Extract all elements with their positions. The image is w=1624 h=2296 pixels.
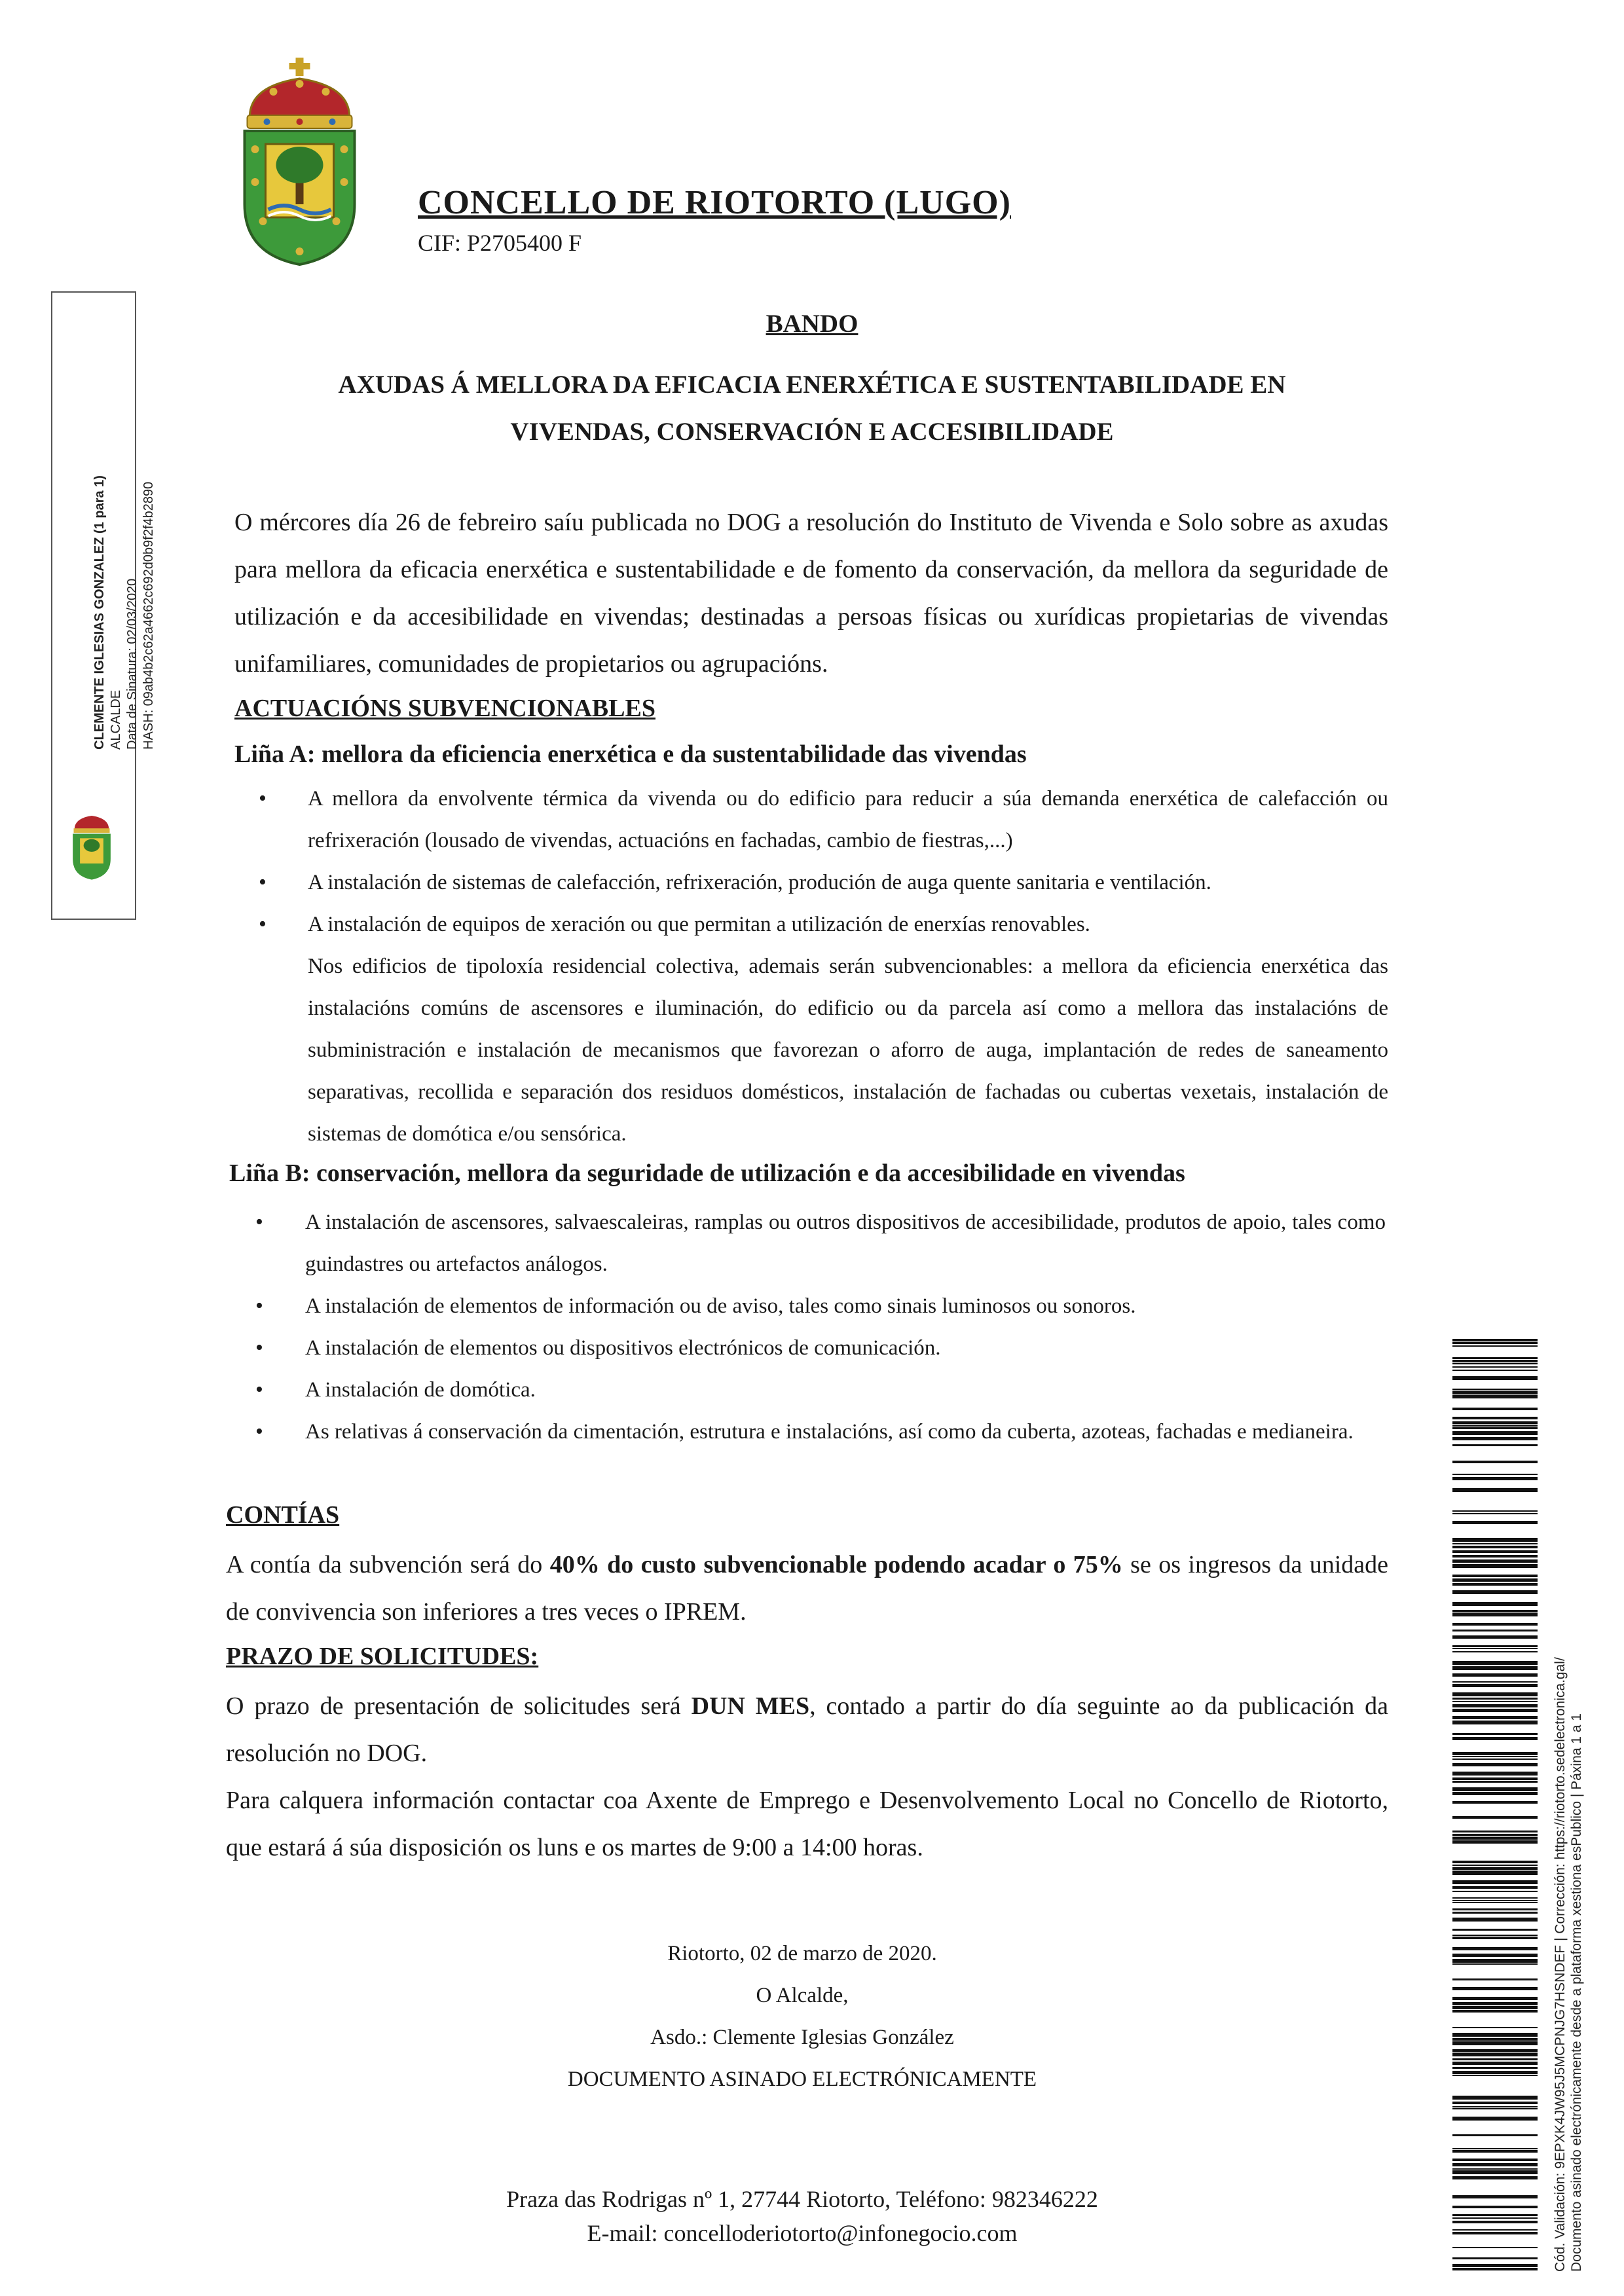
- barcode-bar: [1452, 1978, 1538, 1980]
- place-date: Riotorto, 02 de marzo de 2020.: [667, 1942, 937, 1965]
- linea-a-item-3: A instalación de equipos de xeración ou que permitan a utilización de enerxías renovables.: [308, 913, 1090, 936]
- contias-paragraph: [226, 1541, 1388, 1635]
- barcode-bar: [1452, 2106, 1538, 2107]
- barcode-bar: [1452, 2033, 1538, 2037]
- closing-signer: Asdo.: Clemente Iglesias González: [650, 2026, 954, 2049]
- electronic-signature-note: DOCUMENTO ASINADO ELECTRÓNICAMENTE: [567, 2068, 1037, 2091]
- barcode-bar: [1452, 1583, 1538, 1586]
- barcode-bar: [1452, 1339, 1538, 1341]
- barcode-bar: [1452, 1716, 1538, 1719]
- barcode-bar: [1452, 2041, 1538, 2045]
- barcode-bar: [1452, 1345, 1538, 1347]
- barcode-bar: [1452, 1555, 1538, 1558]
- prazo-heading: PRAZO DE SOLICITUDES:: [226, 1643, 539, 1670]
- barcode-bar: [1452, 1521, 1538, 1524]
- signature-role: ALCALDE: [109, 689, 123, 750]
- linea-b-item-5: As relativas á conservación da cimentación, estrutura e instalacións, así como da cuberta, azoteas, fachadas e medianeira.: [305, 1420, 1354, 1444]
- barcode-bar: [1452, 1550, 1538, 1553]
- barcode-bar: [1452, 1947, 1538, 1950]
- barcode-bar: [1452, 1610, 1538, 1612]
- subject-title-line-1: AXUDAS Á MELLORA DA EFICACIA ENERXÉTICA E SUSTENTABILIDADE EN: [338, 371, 1286, 399]
- barcode-bar: [1452, 1538, 1538, 1542]
- barcode-bar: [1452, 2264, 1538, 2267]
- barcode-bar: [1452, 1427, 1538, 1429]
- barcode-bar: [1452, 1437, 1538, 1440]
- barcode-bar: [1452, 2148, 1538, 2149]
- barcode-bar: [1452, 1897, 1538, 1899]
- barcode-bar: [1452, 1701, 1538, 1702]
- barcode-bar: [1452, 1886, 1538, 1889]
- contias-heading: CONTÍAS: [226, 1501, 340, 1529]
- barcode-bar: [1452, 1698, 1538, 1700]
- barcode-bar: [1452, 2096, 1538, 2100]
- barcode-bar: [1452, 2002, 1538, 2005]
- barcode-bar: [1452, 1673, 1538, 1677]
- barcode-bar: [1452, 1510, 1538, 1512]
- info-paragraph: Para calquera información contactar coa Axente de Emprego e Desenvolvemento Local no Concello de Riotorto, que estará á súa disposición os luns e os martes de 9:00 a 14:00 horas.: [226, 1787, 1388, 1861]
- organization-name: CONCELLO DE RIOTORTO (LUGO): [418, 184, 1011, 221]
- barcode-bar: [1452, 1816, 1538, 1819]
- prazo-text-start: O prazo de presentación de solicitudes será: [226, 1692, 692, 1720]
- barcode-bar: [1452, 1787, 1538, 1791]
- barcode-bar: [1452, 2257, 1538, 2259]
- closing-role: O Alcalde,: [756, 1984, 849, 2007]
- barcode-bar: [1452, 2067, 1538, 2069]
- barcode-bar: [1452, 1366, 1538, 1368]
- barcode-bar: [1452, 2117, 1538, 2121]
- barcode-bar: [1452, 1342, 1538, 1344]
- barcode-bar: [1452, 1444, 1538, 1446]
- barcode-bar: [1452, 1648, 1538, 1649]
- barcode-bar: [1452, 1488, 1538, 1492]
- barcode-bar: [1452, 1792, 1538, 1795]
- barcode-bar: [1452, 1963, 1538, 1965]
- barcode-bar: [1452, 1623, 1538, 1626]
- barcode-bar: [1452, 1772, 1538, 1776]
- barcode-bar: [1452, 1861, 1538, 1863]
- barcode-bar: [1452, 1461, 1538, 1463]
- validation-barcode: [1452, 1339, 1538, 2275]
- linea-a-item-1: A mellora da envolvente térmica da vivenda ou do edificio para reducir a súa demanda enerxética de calefacción ou refrixeración (lousado de vivendas, actuacións en fachadas, cambio de fiestras,...): [308, 787, 1388, 852]
- linea-b-item-4: A instalación de domótica.: [305, 1378, 536, 1402]
- barcode-bar: [1452, 1737, 1538, 1740]
- linea-b-item-1: A instalación de ascensores, salvaescaleiras, ramplas ou outros dispositivos de accesibilidade, produtos de apoio, tales como guindastres ou artefactos análogos.: [305, 1211, 1386, 1276]
- barcode-bar: [1452, 2053, 1538, 2056]
- barcode-bar: [1452, 1908, 1538, 1910]
- barcode-bar: [1452, 1912, 1538, 1914]
- bullet-icon: •: [259, 786, 267, 811]
- barcode-bar: [1452, 1918, 1538, 1922]
- barcode-bar: [1452, 1758, 1538, 1760]
- contias-text-start: A contía da subvención será do: [226, 1551, 550, 1578]
- document-type-title: BANDO: [766, 310, 858, 338]
- barcode-bar: [1452, 1360, 1538, 1362]
- barcode-bar: [1452, 1902, 1538, 1903]
- barcode-bar: [1452, 1474, 1538, 1475]
- barcode-bar: [1452, 1477, 1538, 1480]
- organization-cif: CIF: P2705400 F: [418, 230, 582, 256]
- bullet-icon: •: [255, 1336, 263, 1360]
- barcode-bar: [1452, 2075, 1538, 2076]
- barcode-bar: [1452, 2214, 1538, 2216]
- signature-signer: CLEMENTE IGLESIAS GONZALEZ (1 para 1): [92, 475, 107, 750]
- barcode-bar: [1452, 2268, 1538, 2270]
- bullet-icon: •: [255, 1294, 263, 1318]
- actuacions-heading: ACTUACIÓNS SUBVENCIONABLES: [234, 695, 655, 722]
- barcode-bar: [1452, 1704, 1538, 1707]
- barcode-bar: [1452, 1645, 1538, 1647]
- barcode-bar: [1452, 1575, 1538, 1577]
- contias-amount: 40% do custo subvencionable podendo acadar o 75%: [549, 1551, 1123, 1578]
- barcode-bar: [1452, 2221, 1538, 2223]
- barcode-bar: [1452, 1421, 1538, 1424]
- barcode-bar: [1452, 2232, 1538, 2234]
- barcode-bar: [1452, 1840, 1538, 1844]
- barcode-bar: [1452, 1666, 1538, 1670]
- barcode-bar: [1452, 1871, 1538, 1875]
- barcode-bar: [1452, 1543, 1538, 1544]
- barcode-bar: [1452, 1865, 1538, 1866]
- intro-paragraph: O mércores día 26 de febreiro saíu publicada no DOG a resolución do Instituto de Vivenda e Solo sobre as axudas para mellora da eficacia enerxética e sustentabilidade e de fomento da conservación, da mellora da seguridade de utilización e da accesibilidade en vivendas; destinadas a persoas físicas ou xurídicas propietarias de vivendas unifamiliares, comunidades de propietarios ou agrupacións.: [234, 509, 1388, 678]
- barcode-bar: [1452, 2150, 1538, 2153]
- validation-platform-line: Documento asinado electrónicamente desde a plataforma xestiona esPublico | Páxina 1 a 1: [1569, 1713, 1584, 2272]
- bullet-icon: •: [255, 1419, 263, 1444]
- barcode-bar: [1452, 2247, 1538, 2248]
- barcode-bar: [1452, 1376, 1538, 1380]
- linea-a-item-2: A instalación de sistemas de calefacción, refrixeración, produción de auga quente sanitaria e ventilación.: [308, 871, 1211, 894]
- signature-hash: HASH: 09ab4b2c62a4662c692d0b9f2f4b2890: [141, 481, 156, 750]
- barcode-bar: [1452, 1559, 1538, 1563]
- barcode-bar: [1452, 1756, 1538, 1757]
- signature-seal-icon: [62, 809, 121, 881]
- linea-b-item-2: A instalación de elementos de información ou de aviso, tales como sinais luminosos ou sonoros.: [305, 1294, 1136, 1318]
- barcode-bar: [1452, 2102, 1538, 2104]
- barcode-bar: [1452, 1997, 1538, 2000]
- barcode-bar: [1452, 1937, 1538, 1939]
- barcode-bar: [1452, 1635, 1538, 1639]
- footer-address: Praza das Rodrigas nº 1, 27744 Riotorto, Teléfono: 982346222: [506, 2186, 1098, 2212]
- barcode-bar: [1452, 1987, 1538, 1990]
- barcode-bar: [1452, 1752, 1538, 1755]
- linea-a-note: Nos edificios de tipoloxía residencial colectiva, ademais serán subvencionables: a mellora da eficiencia enerxética das instalacións comúns de ascensores e iluminación, do edificio ou da parcela así como a mellora das instalacións de subministración e instalación de mecanismos que favorezan o aforro de auga, implantación de redes de saneamento separativas, recollida e separación dos residuos domésticos, instalación de fachadas ou cubertas vexetais, instalación de sistemas de domótica e/ou sensórica.: [308, 955, 1388, 1146]
- barcode-bar: [1452, 2027, 1538, 2028]
- bullet-icon: •: [255, 1377, 263, 1402]
- barcode-bar: [1452, 1880, 1538, 1884]
- barcode-bar: [1452, 1546, 1538, 1548]
- barcode-bar: [1452, 1391, 1538, 1394]
- prazo-paragraph: [226, 1683, 1388, 1777]
- barcode-bar: [1452, 1891, 1538, 1892]
- barcode-bar: [1452, 1590, 1538, 1594]
- barcode-bar: [1452, 2108, 1538, 2109]
- barcode-bar: [1452, 1801, 1538, 1804]
- barcode-bar: [1452, 2206, 1538, 2208]
- barcode-bar: [1452, 2163, 1538, 2166]
- footer-email: E-mail: concelloderiotorto@infonegocio.com: [587, 2220, 1018, 2246]
- coat-of-arms-emblem: [232, 58, 367, 267]
- barcode-bar: [1452, 2159, 1538, 2161]
- barcode-bar: [1452, 1733, 1538, 1735]
- barcode-bar: [1452, 1363, 1538, 1364]
- barcode-bar: [1452, 2195, 1538, 2198]
- bullet-icon: •: [255, 1210, 263, 1234]
- barcode-bar: [1452, 1408, 1538, 1410]
- barcode-bar: [1452, 2071, 1538, 2074]
- barcode-bar: [1452, 2170, 1538, 2174]
- barcode-bar: [1452, 1357, 1538, 1359]
- barcode-bar: [1452, 1954, 1538, 1957]
- barcode-bar: [1452, 1837, 1538, 1840]
- barcode-bar: [1452, 1431, 1538, 1435]
- barcode-bar: [1452, 1513, 1538, 1514]
- signature-date: Data de Sinatura: 02/03/2020: [125, 578, 139, 750]
- barcode-bar: [1452, 1417, 1538, 1419]
- barcode-bar: [1452, 1651, 1538, 1652]
- barcode-bar: [1452, 2058, 1538, 2060]
- barcode-bar: [1452, 2062, 1538, 2065]
- barcode-bar: [1452, 1763, 1538, 1766]
- barcode-bar: [1452, 1959, 1538, 1963]
- barcode-bar: [1452, 1834, 1538, 1836]
- barcode-bar: [1452, 1684, 1538, 1687]
- barcode-bar: [1452, 1777, 1538, 1780]
- barcode-bar: [1452, 1602, 1538, 1606]
- subject-title-line-2: VIVENDAS, CONSERVACIÓN E ACCESIBILIDADE: [510, 418, 1114, 446]
- barcode-bar: [1452, 2168, 1538, 2170]
- validation-code-line: Cód. Validación: 9EPXK4JW95J5MCPNJG7HSNDEF | Corrección: https://riotorto.sedelectronica.gal/: [1553, 1657, 1568, 2272]
- validation-details: [1552, 1355, 1585, 2272]
- barcode-bar: [1452, 2006, 1538, 2009]
- barcode-bar: [1452, 2217, 1538, 2219]
- barcode-bar: [1452, 2010, 1538, 2013]
- linea-b-item-3: A instalación de elementos ou dispositivos electrónicos de comunicación.: [305, 1336, 941, 1360]
- barcode-bar: [1452, 2038, 1538, 2041]
- barcode-bar: [1452, 1370, 1538, 1371]
- barcode-bar: [1452, 1661, 1538, 1665]
- barcode-bar: [1452, 1900, 1538, 1901]
- barcode-bar: [1452, 1681, 1538, 1683]
- barcode-bar: [1452, 1709, 1538, 1712]
- barcode-bar: [1452, 2176, 1538, 2179]
- barcode-bar: [1452, 2049, 1538, 2052]
- barcode-bar: [1452, 1781, 1538, 1783]
- barcode-bar: [1452, 1425, 1538, 1427]
- barcode-bar: [1452, 1395, 1538, 1398]
- contias-text-end: se os ingresos da unidade de convivencia son inferiores a tres veces o IPREM.: [226, 1551, 1389, 1626]
- barcode-bar: [1452, 2229, 1538, 2231]
- barcode-bar: [1452, 1564, 1538, 1568]
- prazo-term: DUN MES: [691, 1692, 810, 1720]
- barcode-bar: [1452, 1867, 1538, 1870]
- barcode-bar: [1452, 1613, 1538, 1616]
- barcode-bar: [1452, 1721, 1538, 1724]
- linea-a-title: Liña A: mellora da eficiencia enerxética e da sustentabilidade das vivendas: [234, 740, 1027, 768]
- barcode-bar: [1452, 1389, 1538, 1390]
- barcode-bar: [1452, 1578, 1538, 1582]
- bullet-icon: •: [259, 870, 267, 894]
- linea-b-title: Liña B: conservación, mellora da seguridade de utilización e da accesibilidade en vivendas: [229, 1159, 1185, 1187]
- bullet-icon: •: [259, 912, 267, 936]
- barcode-bar: [1452, 1831, 1538, 1832]
- barcode-bar: [1452, 1935, 1538, 1936]
- barcode-bar: [1452, 1692, 1538, 1696]
- barcode-bar: [1452, 1929, 1538, 1931]
- prazo-text-end: , contado a partir do día seguinte ao da publicación da resolución no DOG.: [226, 1692, 1388, 1767]
- barcode-bar: [1452, 2134, 1538, 2136]
- barcode-bar: [1452, 1630, 1538, 1631]
